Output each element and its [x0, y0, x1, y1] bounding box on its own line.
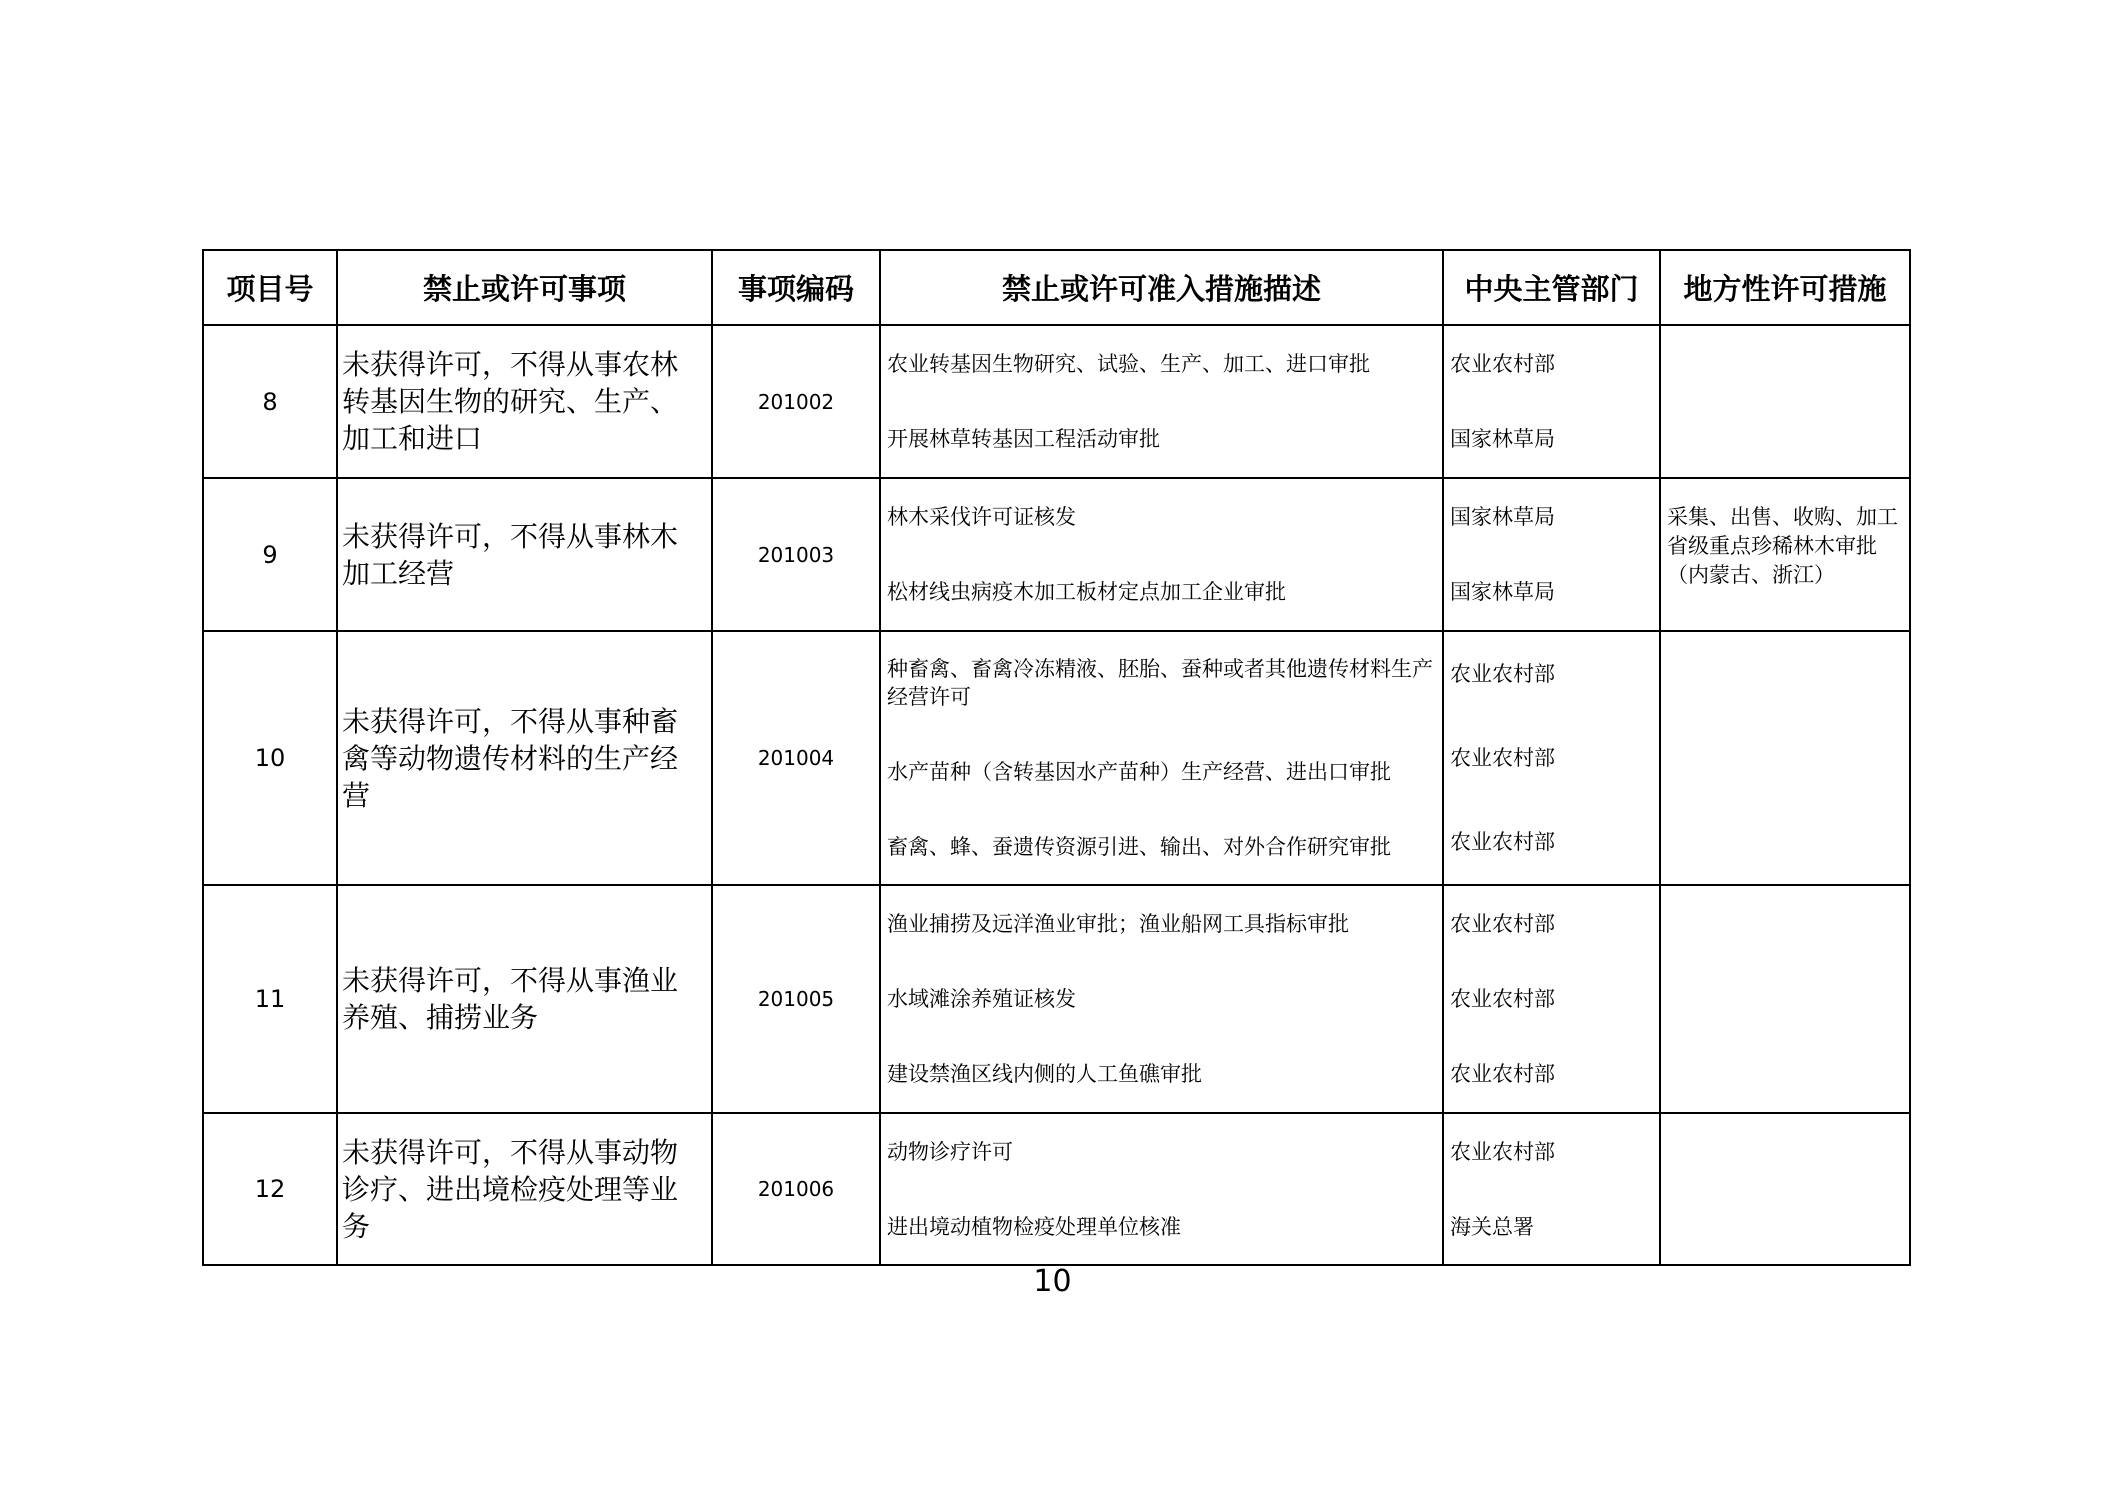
- page-number: 10: [1033, 1264, 1072, 1299]
- local-measure-cell: [1660, 478, 1910, 631]
- measure-text: 林木采伐许可证核发: [887, 504, 1076, 529]
- measures-cell: [880, 478, 1443, 631]
- dept-cell: [1443, 885, 1660, 1113]
- measures-cell: [880, 1113, 1443, 1265]
- item-code: 201002: [712, 325, 880, 478]
- table-row: [203, 631, 1910, 885]
- dept-cell: [1443, 1113, 1660, 1265]
- header-item-code: 事项编码: [712, 250, 880, 325]
- dept-text: 农业农村部: [1450, 830, 1555, 854]
- header-measures: 禁止或许可准入措施描述: [880, 250, 1443, 325]
- measure-text: 畜禽、蜂、蚕遗传资源引进、输出、对外合作研究审批: [887, 834, 1391, 859]
- measures-cell: [880, 631, 1443, 885]
- dept-cell: [1443, 478, 1660, 631]
- permit-item: 未获得许可，不得从事农林转基因生物的研究、生产、加工和进口: [337, 325, 712, 478]
- item-code: 201004: [712, 631, 880, 885]
- header-central-dept: 中央主管部门: [1443, 250, 1660, 325]
- local-measure: [1660, 631, 1910, 885]
- permit-table: [202, 249, 1911, 1266]
- header-local-measures: 地方性许可措施: [1660, 250, 1910, 325]
- header-project-number: 项目号: [203, 250, 337, 325]
- dept-cell: [1443, 325, 1660, 478]
- permit-item: 未获得许可，不得从事林木加工经营: [337, 478, 712, 631]
- dept-cell: [1443, 631, 1660, 885]
- dept-text: 农业农村部: [1450, 1139, 1555, 1164]
- measure-text: 开展林草转基因工程活动审批: [887, 427, 1160, 452]
- dept-text: 国家林草局: [1450, 580, 1555, 605]
- measure-text: 渔业捕捞及远洋渔业审批；渔业船网工具指标审批: [887, 911, 1349, 936]
- item-code: 201005: [712, 885, 880, 1113]
- permit-item: 未获得许可，不得从事渔业养殖、捕捞业务: [337, 885, 712, 1113]
- table-row: [203, 478, 1910, 631]
- measure-text: 动物诊疗许可: [887, 1139, 1013, 1164]
- table-row: [203, 325, 1910, 478]
- dept-text: 农业农村部: [1450, 662, 1555, 686]
- permit-item: 未获得许可，不得从事种畜禽等动物遗传材料的生产经营: [337, 631, 712, 885]
- item-code: 201006: [712, 1113, 880, 1265]
- item-code: 201003: [712, 478, 880, 631]
- table-row: [203, 885, 1910, 1113]
- dept-text: 农业农村部: [1450, 746, 1555, 770]
- measure-text: 建设禁渔区线内侧的人工鱼礁审批: [887, 1062, 1202, 1087]
- dept-text: 国家林草局: [1450, 504, 1555, 529]
- dept-text: 农业农村部: [1450, 1062, 1555, 1087]
- measure-text: 进出境动植物检疫处理单位核准: [887, 1214, 1181, 1239]
- measure-text: 种畜禽、畜禽冷冻精液、胚胎、蚕种或者其他遗传材料生产经营许可: [887, 657, 1433, 710]
- measure-text: 水域滩涂养殖证核发: [887, 986, 1076, 1011]
- dept-text: 海关总署: [1450, 1214, 1534, 1239]
- dept-text: 农业农村部: [1450, 911, 1555, 936]
- measure-text: 松材线虫病疫木加工板材定点加工企业审批: [887, 580, 1286, 605]
- measures-cell: [880, 325, 1443, 478]
- header-permit-item: 禁止或许可事项: [337, 250, 712, 325]
- row-number: 9: [203, 478, 337, 631]
- row-number: 12: [203, 1113, 337, 1265]
- local-measure: 采集、出售、收购、加工省级重点珍稀林木审批（内蒙古、浙江）: [1667, 505, 1898, 587]
- table-header-row: [203, 250, 1910, 325]
- row-number: 8: [203, 325, 337, 478]
- dept-text: 农业农村部: [1450, 986, 1555, 1011]
- table-row: [203, 1113, 1910, 1265]
- measure-text: 水产苗种（含转基因水产苗种）生产经营、进出口审批: [887, 759, 1391, 784]
- permit-item: 未获得许可，不得从事动物诊疗、进出境检疫处理等业务: [337, 1113, 712, 1265]
- row-number: 11: [203, 885, 337, 1113]
- local-measure: [1660, 1113, 1910, 1265]
- measure-text: 农业转基因生物研究、试验、生产、加工、进口审批: [887, 351, 1370, 376]
- measures-cell: [880, 885, 1443, 1113]
- row-number: 10: [203, 631, 337, 885]
- local-measure: [1660, 885, 1910, 1113]
- local-measure: [1660, 325, 1910, 478]
- dept-text: 国家林草局: [1450, 427, 1555, 452]
- dept-text: 农业农村部: [1450, 351, 1555, 376]
